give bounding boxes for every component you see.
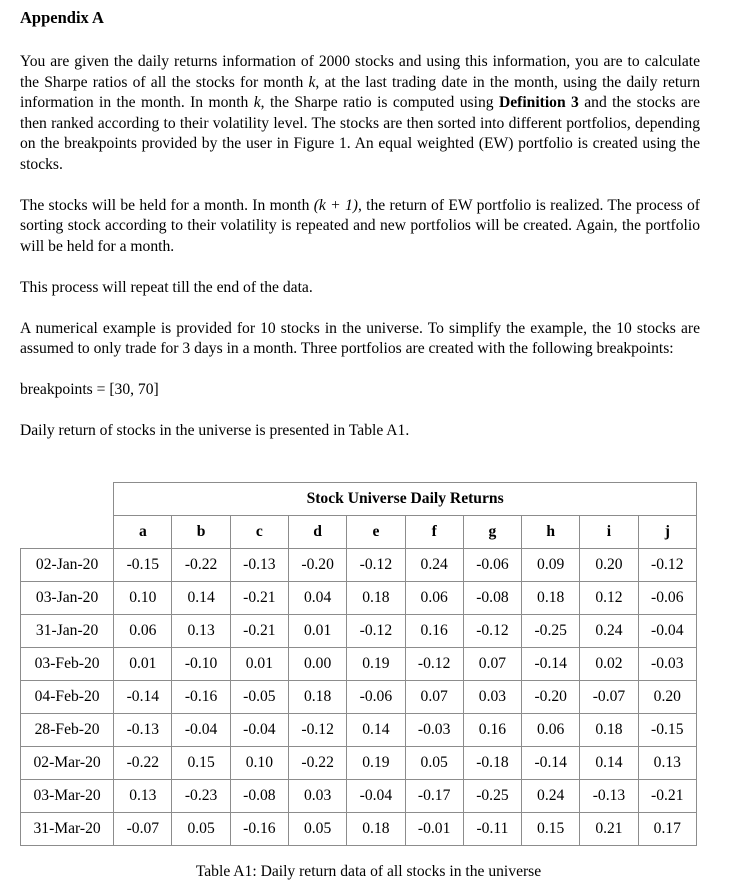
return-cell-i: 0.18 [580,713,638,746]
return-cell-c: -0.21 [230,581,288,614]
table-row [21,746,697,779]
column-header-h: h [522,516,580,549]
table-row [21,779,697,812]
return-cell-h: 0.24 [522,779,580,812]
return-cell-a: 0.13 [114,779,172,812]
return-cell-e: -0.12 [347,548,405,581]
return-cell-e: 0.19 [347,746,405,779]
paragraph-numerical-example: A numerical example is provided for 10 stocks in the universe. To simplify the example, the 10 stocks are assumed to only trade for 3 days in a month. Three portfolios are created with the following breakpoints: [20,319,700,357]
return-cell-d: 0.00 [289,647,347,680]
p2-text-a: The stocks will be held for a month. In month [20,196,314,214]
return-cell-f: -0.17 [405,779,463,812]
table-row [21,548,697,581]
return-cell-b: -0.23 [172,779,230,812]
column-header-g: g [463,516,521,549]
return-cell-h: -0.20 [522,680,580,713]
return-cell-d: 0.05 [289,812,347,845]
return-cell-f: -0.12 [405,647,463,680]
row-date: 04-Feb-20 [21,680,114,713]
row-date: 03-Jan-20 [21,581,114,614]
returns-table-container [20,482,697,846]
appendix-heading: Appendix A [20,8,104,27]
table-header-row [21,516,697,549]
table-row [21,812,697,845]
row-date: 31-Jan-20 [21,614,114,647]
return-cell-d: -0.12 [289,713,347,746]
return-cell-j: -0.03 [638,647,696,680]
return-cell-g: -0.08 [463,581,521,614]
paragraph-repeat: This process will repeat till the end of the data. [20,278,313,296]
return-cell-j: -0.15 [638,713,696,746]
return-cell-b: 0.15 [172,746,230,779]
return-cell-e: 0.19 [347,647,405,680]
return-cell-j: 0.13 [638,746,696,779]
return-cell-b: 0.14 [172,581,230,614]
return-cell-e: 0.14 [347,713,405,746]
definition-reference: Definition 3 [498,94,579,111]
table-row [21,647,697,680]
p2-math-k-plus-1: (k + 1) [313,196,358,214]
return-cell-g: 0.03 [463,680,521,713]
column-header-d: d [289,516,347,549]
return-cell-h: 0.15 [522,812,580,845]
return-cell-g: -0.18 [463,746,521,779]
table-row [21,581,697,614]
daily-returns-table [20,482,697,846]
column-header-i: i [580,516,638,549]
paragraph-holding-period [20,196,700,258]
return-cell-b: -0.10 [172,647,230,680]
return-cell-a: -0.14 [114,680,172,713]
return-cell-b: -0.16 [172,680,230,713]
return-cell-j: 0.17 [638,812,696,845]
p2-text-b: , the return of EW portfolio is realized. The process of sorting stock according to their volatility is repeated and new portfolios will be created. Again, the portfolio will be held for a month. [20,196,701,255]
return-cell-h: -0.14 [522,647,580,680]
table-corner-blank-2 [21,516,114,549]
return-cell-g: 0.16 [463,713,521,746]
table-caption: Table A1: Daily return data of all stocks in the universe [195,863,542,880]
return-cell-e: -0.12 [347,614,405,647]
return-cell-a: -0.22 [114,746,172,779]
return-cell-c: -0.05 [230,680,288,713]
return-cell-c: 0.10 [230,746,288,779]
p1-text-c: , the Sharpe ratio is computed using [260,94,499,111]
row-date: 03-Mar-20 [21,779,114,812]
return-cell-c: -0.16 [230,812,288,845]
table-body [21,548,697,845]
p1-text-a: You are given the daily returns information of 2000 stocks and using this information, you are to calculate the Sharpe ratios of all the stocks for month [20,53,700,91]
return-cell-a: 0.06 [114,614,172,647]
return-cell-a: 0.01 [114,647,172,680]
return-cell-j: -0.04 [638,614,696,647]
column-header-a: a [114,516,172,549]
return-cell-f: 0.16 [405,614,463,647]
p1-math-k-2: k [253,94,261,111]
table-row [21,680,697,713]
return-cell-i: -0.13 [580,779,638,812]
column-header-f: f [405,516,463,549]
return-cell-h: 0.18 [522,581,580,614]
p1-text-b: , at the last trading date in the month, using the daily return information in the month. In month [20,73,700,111]
column-header-e: e [347,516,405,549]
return-cell-f: 0.24 [405,548,463,581]
return-cell-e: -0.04 [347,779,405,812]
return-cell-j: 0.20 [638,680,696,713]
return-cell-i: 0.21 [580,812,638,845]
return-cell-h: -0.14 [522,746,580,779]
return-cell-i: 0.20 [580,548,638,581]
return-cell-b: -0.04 [172,713,230,746]
return-cell-c: -0.13 [230,548,288,581]
table-row [21,713,697,746]
paragraph-table-intro: Daily return of stocks in the universe is presented in Table A1. [20,422,410,439]
table-corner-blank [21,483,114,516]
breakpoints-line: breakpoints = [30, 70] [20,381,159,398]
return-cell-b: -0.22 [172,548,230,581]
row-date: 02-Jan-20 [21,548,114,581]
return-cell-i: 0.02 [580,647,638,680]
return-cell-d: 0.18 [289,680,347,713]
row-date: 28-Feb-20 [21,713,114,746]
return-cell-f: 0.06 [405,581,463,614]
document-body [20,8,700,462]
column-header-b: b [172,516,230,549]
paragraph-sharpe-computation [20,52,700,175]
return-cell-a: -0.15 [114,548,172,581]
return-cell-g: -0.12 [463,614,521,647]
return-cell-c: -0.04 [230,713,288,746]
table-row [21,614,697,647]
return-cell-i: 0.24 [580,614,638,647]
p1-text-d: and the stocks are then ranked according to their volatility level. The stocks are then sorted into different portfolios, depending on the breakpoints provided by the user in Figure 1. An equal weighted (EW) portfolio is created using the stocks. [20,94,700,173]
return-cell-d: -0.20 [289,548,347,581]
return-cell-d: 0.01 [289,614,347,647]
return-cell-d: 0.04 [289,581,347,614]
return-cell-c: -0.21 [230,614,288,647]
table-title: Stock Universe Daily Returns [114,483,697,516]
return-cell-h: -0.25 [522,614,580,647]
return-cell-d: -0.22 [289,746,347,779]
return-cell-f: -0.03 [405,713,463,746]
return-cell-a: -0.13 [114,713,172,746]
return-cell-a: -0.07 [114,812,172,845]
return-cell-e: 0.18 [347,812,405,845]
return-cell-i: -0.07 [580,680,638,713]
return-cell-h: 0.06 [522,713,580,746]
table-title-row [21,483,697,516]
return-cell-g: 0.07 [463,647,521,680]
return-cell-f: -0.01 [405,812,463,845]
row-date: 31-Mar-20 [21,812,114,845]
return-cell-a: 0.10 [114,581,172,614]
return-cell-e: 0.18 [347,581,405,614]
return-cell-j: -0.21 [638,779,696,812]
row-date: 03-Feb-20 [21,647,114,680]
return-cell-d: 0.03 [289,779,347,812]
p1-math-k: k [308,73,316,91]
return-cell-g: -0.25 [463,779,521,812]
return-cell-j: -0.12 [638,548,696,581]
return-cell-j: -0.06 [638,581,696,614]
return-cell-c: -0.08 [230,779,288,812]
return-cell-b: 0.13 [172,614,230,647]
return-cell-f: 0.07 [405,680,463,713]
return-cell-h: 0.09 [522,548,580,581]
return-cell-c: 0.01 [230,647,288,680]
row-date: 02-Mar-20 [21,746,114,779]
column-header-j: j [638,516,696,549]
return-cell-i: 0.14 [580,746,638,779]
return-cell-e: -0.06 [347,680,405,713]
return-cell-g: -0.11 [463,812,521,845]
return-cell-f: 0.05 [405,746,463,779]
column-header-c: c [230,516,288,549]
return-cell-g: -0.06 [463,548,521,581]
return-cell-b: 0.05 [172,812,230,845]
return-cell-i: 0.12 [580,581,638,614]
